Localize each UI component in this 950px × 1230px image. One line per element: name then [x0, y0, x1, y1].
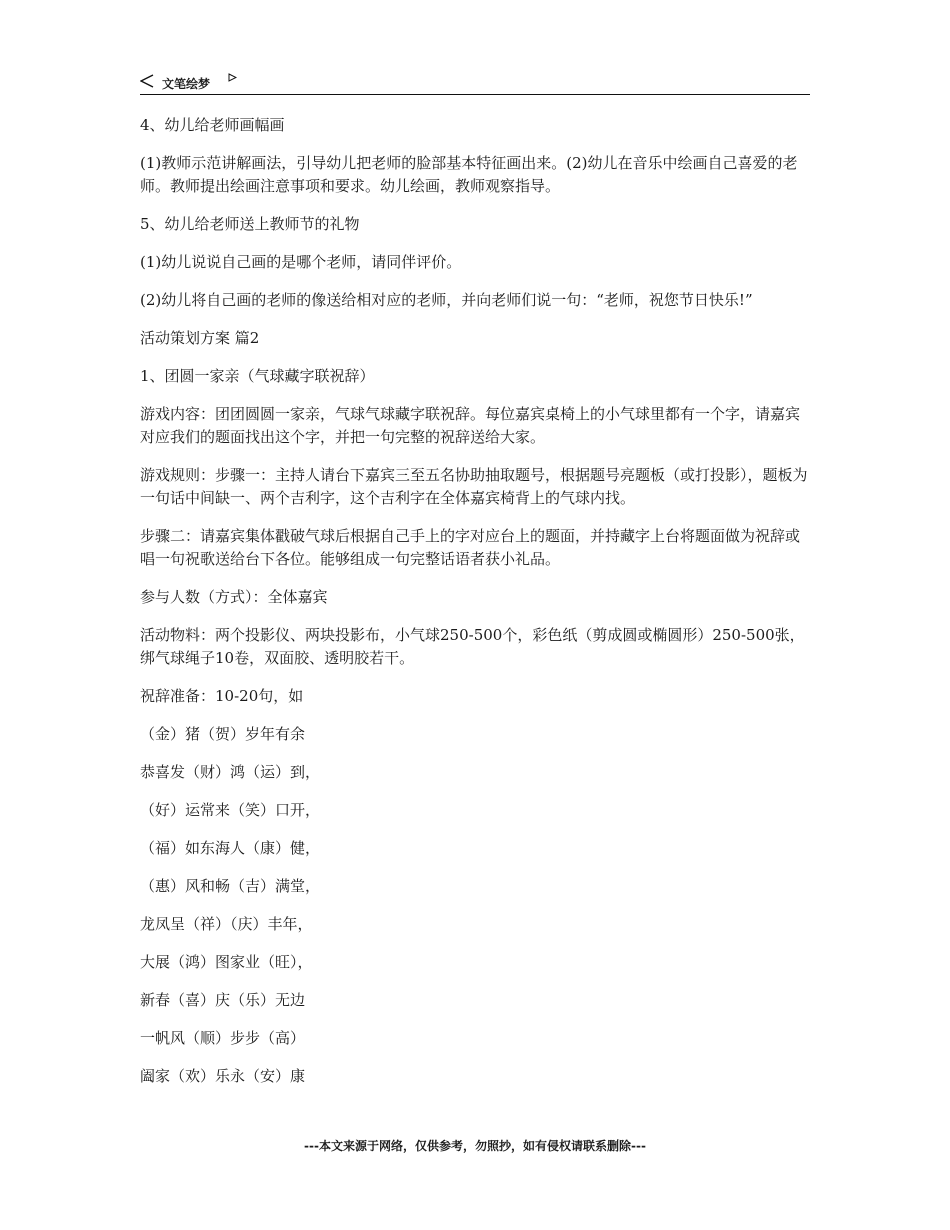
blessing-line: （好）运常来（笑）口开， [140, 801, 321, 819]
plan-title: 活动策划方案 篇2 [140, 329, 260, 347]
paragraph: 活动物料：两个投影仪、两块投影布，小气球250-500个，彩色纸（剪成圆或椭圆形）250-500张，绑气球绳子10卷，双面胶、透明胶若干。 [140, 626, 805, 667]
blessing-line: 一帆风（顺）步步（高） [140, 1029, 306, 1047]
paragraph: 游戏内容：团团圆圆一家亲，气球气球藏字联祝辞。每位嘉宾桌椅上的小气球里都有一个字，请嘉宾对应我们的题面找出这个字，并把一句完整的祝辞送给大家。 [140, 405, 801, 446]
blessing-line: 恭喜发（财）鸿（运）到， [140, 763, 321, 781]
blessing-line: 大展（鸿）图家业（旺）， [140, 953, 313, 971]
paragraph: 步骤二：请嘉宾集体戳破气球后根据自己手上的字对应台上的题面，并持藏字上台将题面做为祝辞或唱一句祝歌送给台下各位。能够组成一句完整话语者获小礼品。 [140, 527, 801, 568]
section-heading-4: 4、幼儿给老师画幅画 [140, 116, 285, 134]
blessing-line: 龙凤呈（祥）（庆）丰年， [140, 915, 313, 933]
footer-disclaimer: ---本文来源于网络，仅供参考，勿照抄，如有侵权请联系删除--- [304, 1139, 646, 1153]
page-header [140, 72, 810, 95]
blessing-line: （惠）风和畅（吉）满堂， [140, 877, 321, 895]
paragraph: (2)幼儿将自己画的老师的像送给相对应的老师，并向老师们说一句：“老师，祝您节日快乐!” [140, 291, 753, 309]
triangle-right-icon [228, 73, 237, 82]
paragraph: 游戏规则：步骤一：主持人请台下嘉宾三至五名协助抽取题号，根据题号亮题板（或打投影），题板为一句话中间缺一、两个吉利字，这个吉利字在全体嘉宾椅背上的气球内找。 [140, 466, 808, 507]
blessing-line: （金）猪（贺）岁年有余 [140, 725, 306, 743]
header-logo-text: 文笔绘梦 [162, 77, 211, 91]
paragraph: 参与人数（方式）：全体嘉宾 [140, 588, 328, 606]
paragraph: (1)幼儿说说自己画的是哪个老师，请同伴评价。 [140, 253, 462, 271]
section-heading-5: 5、幼儿给老师送上教师节的礼物 [140, 215, 360, 233]
blessing-line: （福）如东海人（康）健， [140, 839, 321, 857]
section-heading-1: 1、团圆一家亲（气球藏字联祝辞） [140, 367, 375, 385]
paragraph: (1)教师示范讲解画法，引导幼儿把老师的脸部基本特征画出来。(2)幼儿在音乐中绘画自己喜爱的老师。教师提出绘画注意事项和要求。幼儿绘画，教师观察指导。 [140, 154, 798, 195]
blessing-line: 新春（喜）庆（乐）无边 [140, 991, 306, 1009]
blessing-line: 阖家（欢）乐永（安）康 [140, 1067, 306, 1085]
document-body [140, 114, 812, 1103]
triangle-left-icon [140, 74, 154, 88]
paragraph: 祝辞准备：10-20句，如 [140, 687, 304, 705]
